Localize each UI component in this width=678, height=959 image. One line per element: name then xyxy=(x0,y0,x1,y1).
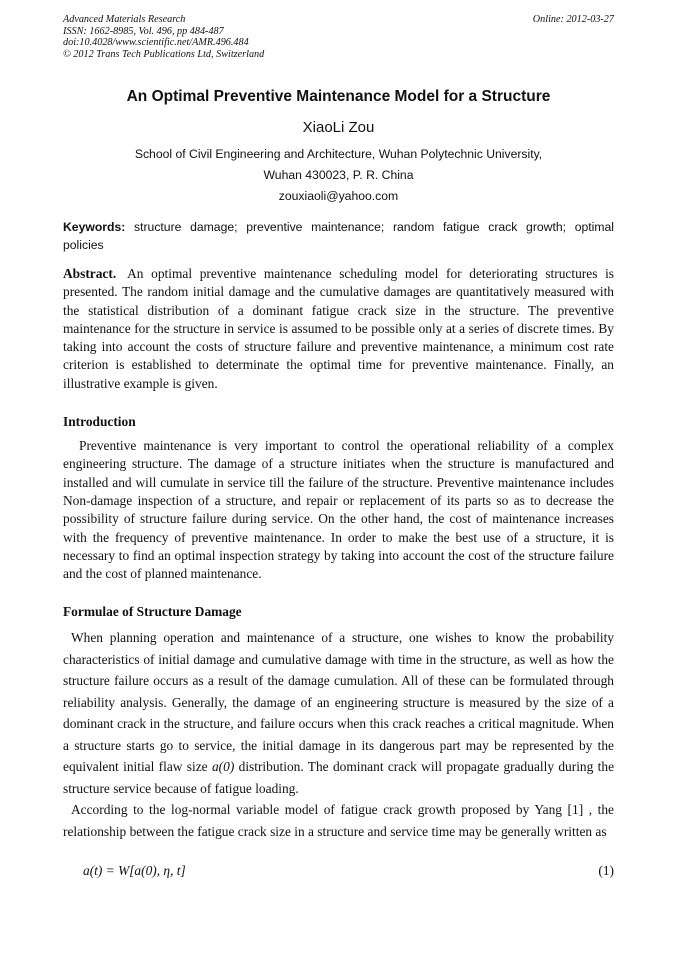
issn-line: ISSN: 1662-8985, Vol. 496, pp 484-487 xyxy=(63,25,224,37)
affiliation-line-1: School of Civil Engineering and Architecture, Wuhan Polytechnic University, xyxy=(134,147,543,161)
formulae-text-before-math: When planning operation and maintenance of a structure, one wishes to know the probability characteristics of initial damage and cumulative damage with time in the structure, as well as how the structure failure occurs as a result of the damage cumulation. All of these can be formulated through reliability analysis. Generally, the damage of an engineering structure is measured by the size of a dominant crack in the structure, and failure occurs when this crack reaches a critical magnitude. When a structure starts go to service, the initial damage in its dangerous part may be represented by the equivalent initial flaw size xyxy=(63,630,614,775)
inline-math-a0: a(0) xyxy=(211,759,235,775)
online-date: Online: 2012-03-27 xyxy=(532,14,614,25)
keywords-label: Keywords: xyxy=(63,220,126,234)
abstract-text: An optimal preventive maintenance scheduling model for deteriorating structures is presented. The random initial damage and the cumulative damages are quantitatively measured with the statistical distribution of a dominant fatigue crack size in the structure. The preventive maintenance for the structure in service is assumed to be possible only at a series of discrete times. By taking into account the costs of structure failure and preventive maintenance, a minimum cost rate criterion is established to determinate the optimal time for preventive maintenance. Finally, an illustrative example is given. xyxy=(63,266,614,391)
formulae-text-after-math: distribution. The dominant crack will propagate gradually during the structure service because of fatigue loading. xyxy=(63,759,615,796)
author-name: XiaoLi Zou xyxy=(302,119,375,136)
equation-1 xyxy=(63,863,614,883)
journal-header xyxy=(63,14,614,60)
affiliation xyxy=(63,144,614,207)
paper-title: An Optimal Preventive Maintenance Model for a Structure xyxy=(126,88,551,105)
paper-page xyxy=(63,14,614,883)
abstract-label: Abstract. xyxy=(63,266,117,281)
introduction-paragraph: Preventive maintenance is very important to control the operational reliability of a complex engineering structure. The damage of a structure initiates when the structure is manufactured and installed and will cumulate in service till the failure of the structure. Preventive maintenance includes Non-damage inspection of a structure, and repair or replacement of its parts so as to decrease the possibility of structure failure during service. On the other hand, the cost of maintenance increases with the frequency of preventive maintenance. In order to make the best use of a structure, it is necessary to find an optimal inspection strategy by taking into account the cost of the structure failure and the cost of planned maintenance. xyxy=(63,438,614,582)
keywords xyxy=(63,218,614,254)
abstract xyxy=(63,265,614,393)
equation-expression: a(t) = W[a(0), η, t] xyxy=(83,863,186,879)
author-email: zouxiaoli@yahoo.com xyxy=(278,189,399,203)
keywords-text: structure damage; preventive maintenance; random fatigue crack growth; optimal policies xyxy=(63,220,614,252)
section-heading-formulae: Formulae of Structure Damage xyxy=(63,604,242,620)
copyright-line: © 2012 Trans Tech Publications Ltd, Switzerland xyxy=(63,48,265,60)
formulae-paragraph-2: According to the log-normal variable model of fatigue crack growth proposed by Yang [1] , the relationship between the fatigue crack size in a structure and service time may be generally written as xyxy=(63,802,614,839)
formulae-paragraph-1 xyxy=(63,627,614,799)
equation-number: (1) xyxy=(598,863,614,879)
affiliation-line-2: Wuhan 430023, P. R. China xyxy=(263,168,414,182)
journal-name: Advanced Materials Research xyxy=(63,14,186,25)
section-heading-introduction: Introduction xyxy=(63,414,136,430)
doi-line: doi:10.4028/www.scientific.net/AMR.496.484 xyxy=(63,37,249,48)
